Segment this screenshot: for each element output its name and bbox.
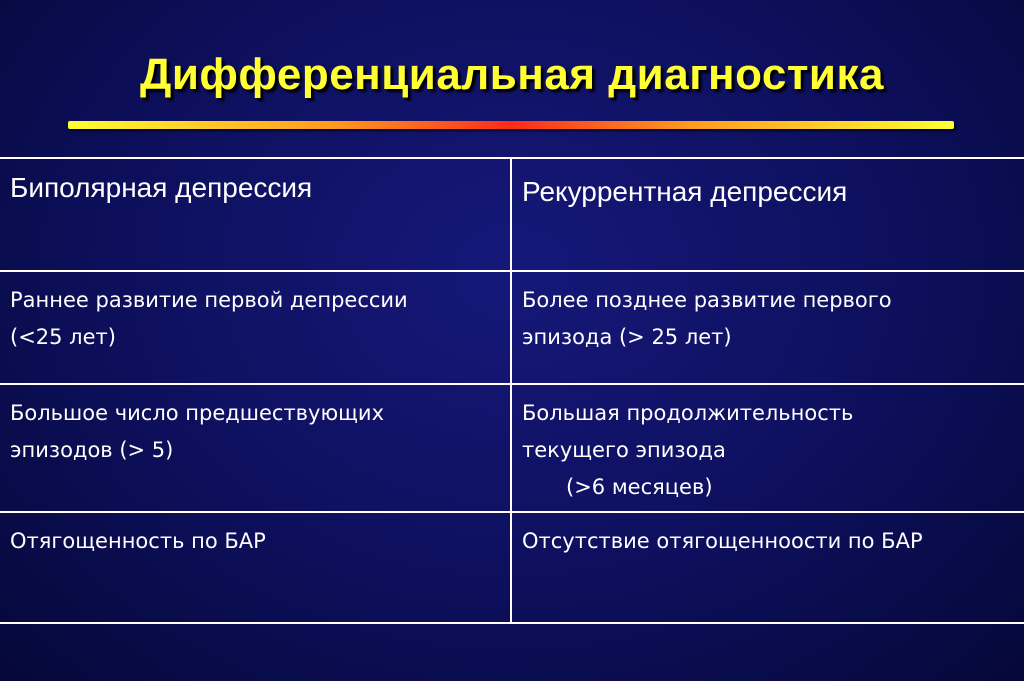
cell-line: (>6 месяцев) xyxy=(566,475,713,499)
table-cell-left xyxy=(0,272,512,383)
cell-line: Большая продолжительность xyxy=(522,401,854,425)
comparison-table xyxy=(0,157,1024,622)
cell-line: Отсутствие отягощенноости по БАР xyxy=(522,529,923,553)
table-cell-right xyxy=(512,385,1024,511)
table-row xyxy=(0,513,1024,624)
table-cell-left xyxy=(0,385,512,511)
table-row xyxy=(0,272,1024,385)
table-cell-right xyxy=(512,272,1024,383)
header-cell-recurrent: Рекуррентная депрессия xyxy=(522,176,848,207)
slide-title: Дифференциальная диагностика xyxy=(140,50,884,99)
cell-line: Большое число предшествующих xyxy=(10,401,385,425)
cell-line: Отягощенность по БАР xyxy=(10,529,266,553)
table-header-row xyxy=(0,159,1024,272)
cell-line: эпизодов (> 5) xyxy=(10,438,174,462)
cell-line: Более позднее развитие первого xyxy=(522,288,892,312)
table-cell-right xyxy=(512,513,1024,622)
title-underline xyxy=(68,121,954,129)
cell-line: (<25 лет) xyxy=(10,325,116,349)
table-row xyxy=(0,385,1024,513)
header-cell-bipolar: Биполярная депрессия xyxy=(0,159,512,270)
table-cell-left xyxy=(0,513,512,622)
cell-line: текущего эпизода xyxy=(522,438,726,462)
cell-line: Раннее развитие первой депрессии xyxy=(10,288,408,312)
cell-line: эпизода (> 25 лет) xyxy=(522,325,732,349)
